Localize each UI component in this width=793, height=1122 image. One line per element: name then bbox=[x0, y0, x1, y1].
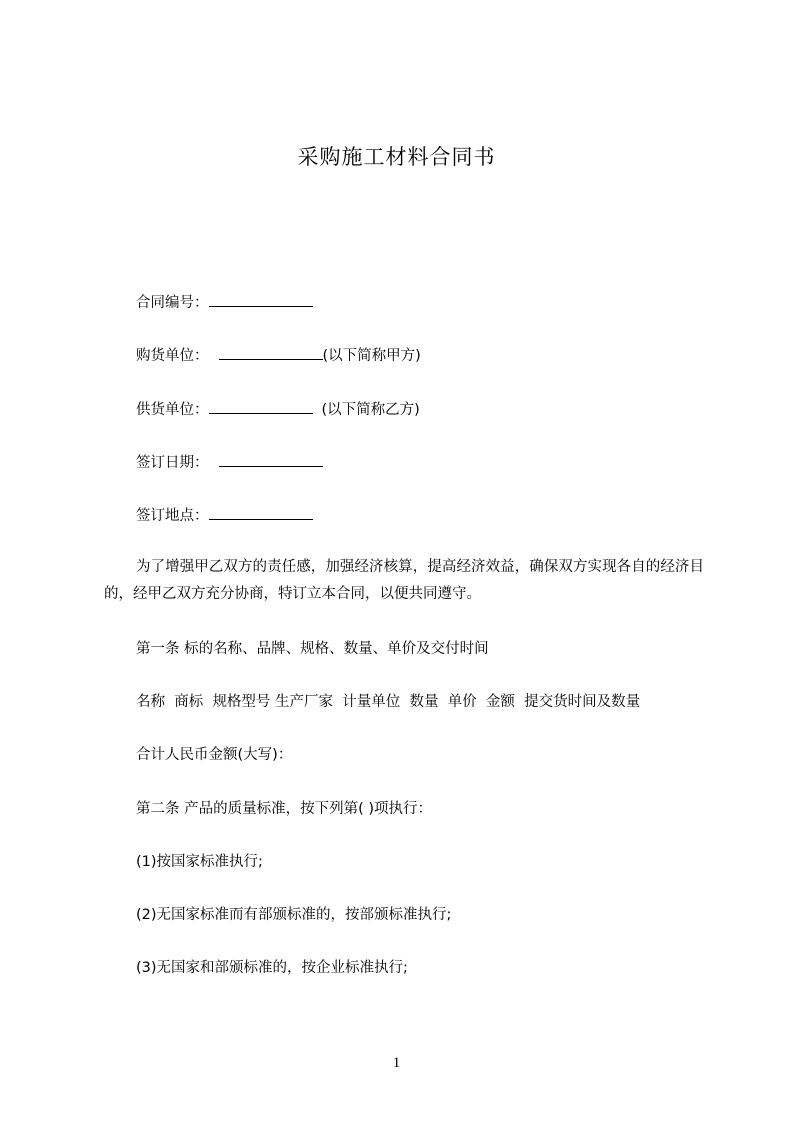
page-number: 1 bbox=[392, 1055, 401, 1071]
table-header-name: 名称 bbox=[136, 694, 165, 710]
article-2-heading: 第二条 产品的质量标准，按下列第( )项执行： bbox=[136, 801, 433, 817]
sign-date-blank bbox=[219, 452, 323, 467]
quality-item-2: (2)无国家标准而有部颁标准的，按部颁标准执行; bbox=[136, 907, 452, 923]
table-header-manufacturer: 生产厂家 bbox=[275, 694, 334, 710]
sign-date-line bbox=[136, 452, 323, 473]
table-header-unit: 计量单位 bbox=[342, 694, 401, 710]
table-header-amount: 金额 bbox=[485, 694, 515, 710]
table-header-quantity: 数量 bbox=[409, 694, 439, 710]
sign-date-label: 签订日期： bbox=[136, 455, 209, 471]
supplier-line bbox=[136, 399, 420, 420]
total-amount-label: 合计人民币金额(大写)： bbox=[136, 747, 293, 763]
buyer-label: 购货单位： bbox=[136, 348, 209, 364]
quality-item-3: (3)无国家和部颁标准的，按企业标准执行; bbox=[136, 960, 408, 976]
buyer-blank bbox=[219, 345, 323, 360]
sign-place-line bbox=[136, 505, 313, 526]
sign-place-label: 签订地点： bbox=[136, 508, 209, 524]
article-1-heading: 第一条 标的名称、品牌、规格、数量、单价及交付时间 bbox=[136, 641, 489, 657]
table-header-trademark: 商标 bbox=[174, 694, 204, 710]
buyer-line bbox=[136, 345, 421, 366]
contract-number-blank bbox=[209, 292, 313, 307]
table-header-row bbox=[136, 692, 640, 712]
supplier-suffix: (以下简称乙方) bbox=[321, 402, 420, 418]
table-header-delivery: 提交货时间及数量 bbox=[524, 694, 641, 710]
table-header-spec: 规格型号 bbox=[212, 694, 271, 710]
quality-item-1: (1)按国家标准执行; bbox=[136, 854, 263, 870]
contract-number-line bbox=[136, 292, 313, 313]
contract-number-label: 合同编号： bbox=[136, 295, 209, 311]
sign-place-blank bbox=[209, 505, 313, 520]
document-title: 采购施工材料合同书 bbox=[297, 145, 496, 169]
supplier-blank bbox=[209, 399, 313, 414]
intro-paragraph: 为了增强甲乙双方的责任感，加强经济核算，提高经济效益，确保双方实现各自的经济目的，经甲乙双方充分协商，特订立本合同，以便共同遵守。 bbox=[104, 559, 704, 602]
table-header-unit-price: 单价 bbox=[447, 694, 477, 710]
buyer-suffix: (以下简称甲方) bbox=[322, 348, 421, 364]
supplier-label: 供货单位： bbox=[136, 402, 209, 418]
